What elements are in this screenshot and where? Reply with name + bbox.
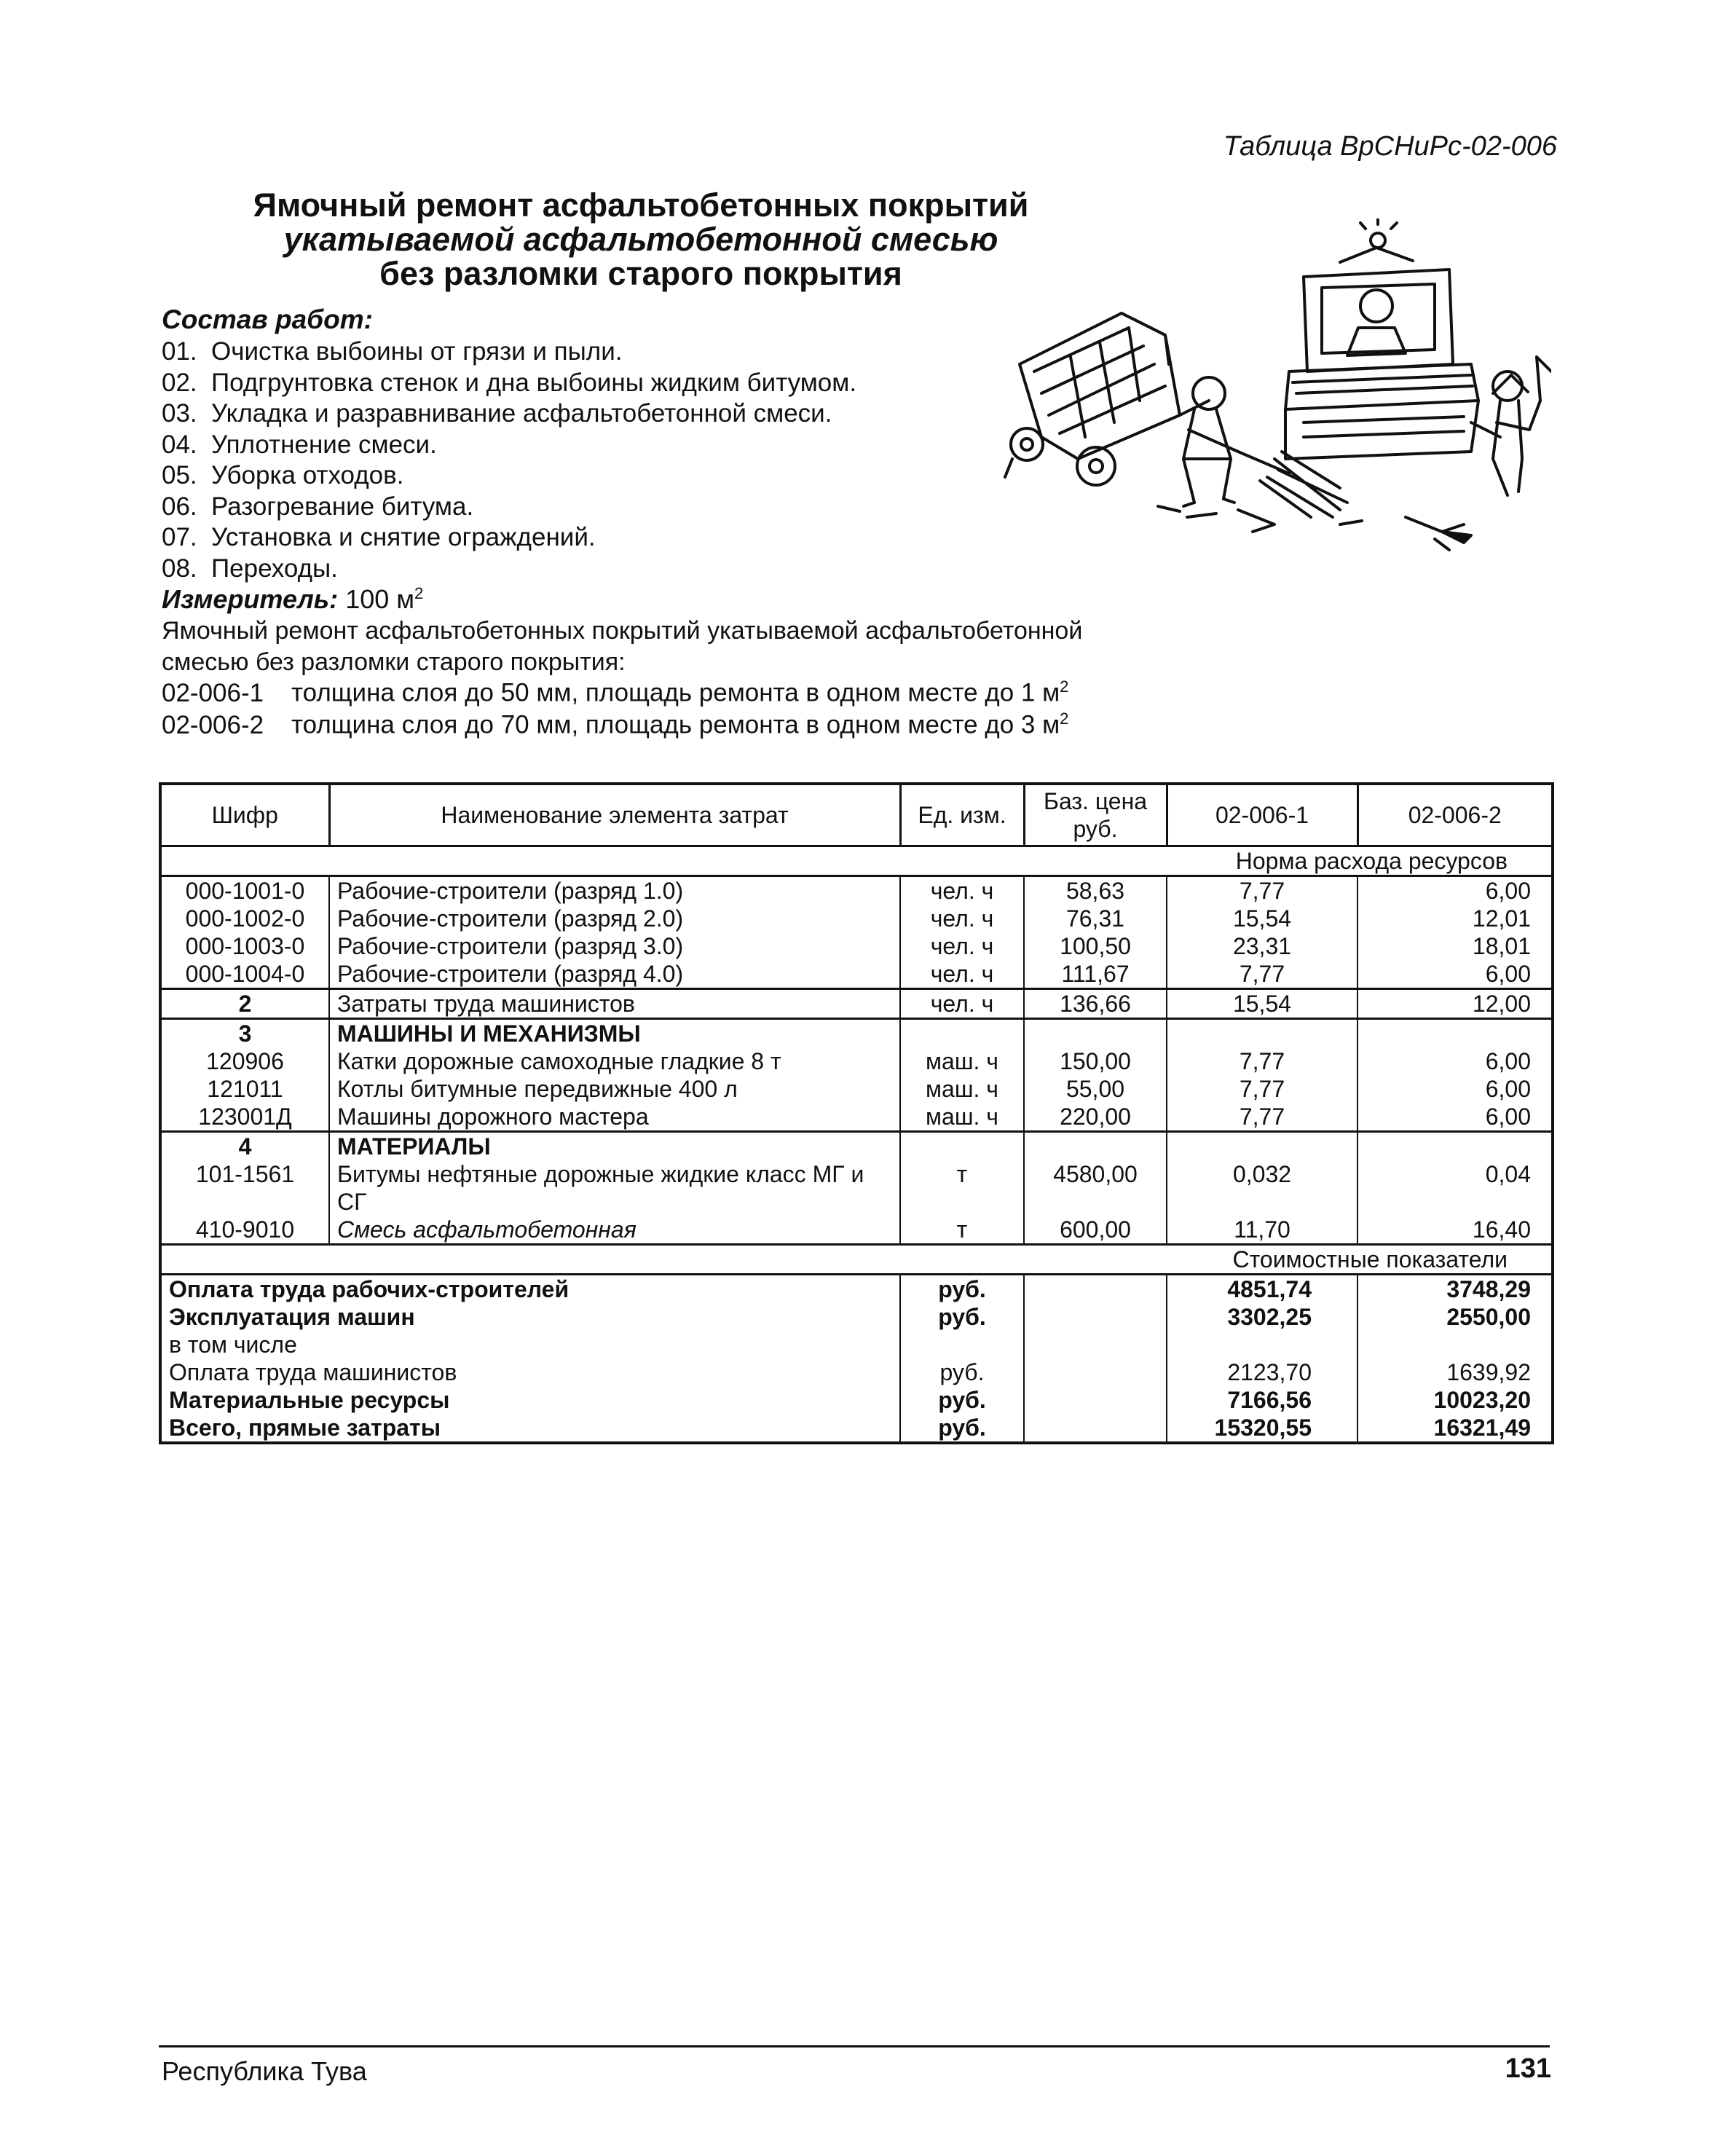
group-row	[160, 1132, 1553, 1161]
footer-region: Республика Тува	[162, 2056, 367, 2086]
cell-price: 220,00	[1024, 1103, 1167, 1132]
summary-unit	[900, 1331, 1024, 1358]
cell-variant-2: 18,01	[1472, 933, 1531, 959]
cell-unit: маш. ч	[900, 1075, 1024, 1103]
summary-unit: руб.	[900, 1275, 1024, 1304]
title-line-3: без разломки старого покрытия	[379, 255, 902, 292]
cell-variant-2: 6,00	[1485, 1076, 1531, 1102]
norm-caption-row	[160, 846, 1553, 876]
cell-name: Рабочие-строители (разряд 3.0)	[329, 932, 900, 960]
cell-unit	[900, 1019, 1024, 1048]
cell-name: Котлы битумные передвижные 400 л	[329, 1075, 900, 1103]
cell-variant-1: 7,77	[1167, 1047, 1357, 1075]
cell-name: Затраты труда машинистов	[329, 989, 900, 1019]
cell-unit: т	[900, 1216, 1024, 1245]
cell-variant-2: 12,00	[1357, 989, 1553, 1019]
title-line-2: укатываемой асфальтобетонной смесью	[283, 221, 998, 258]
header-variant-1: 02-006-1	[1167, 784, 1357, 846]
flag-worker-sketch	[1471, 357, 1551, 495]
cell-unit: маш. ч	[900, 1047, 1024, 1075]
group-code: 4	[160, 1132, 329, 1161]
cell-name: Рабочие-строители (разряд 4.0)	[329, 960, 900, 989]
cell-price: 58,63	[1024, 876, 1167, 905]
measure-value: 100 м	[345, 584, 415, 614]
summary-variant-1: 7166,56	[1167, 1386, 1357, 1414]
cell-price: 76,31	[1024, 905, 1167, 932]
work-text: Разогревание битума.	[211, 492, 474, 521]
work-number: 04.	[162, 430, 197, 459]
summary-variant-2: 10023,20	[1433, 1387, 1531, 1413]
variant-code: 02-006-1	[162, 678, 264, 707]
work-item	[162, 398, 856, 430]
group-code: 3	[160, 1019, 329, 1048]
work-text: Уборка отходов.	[211, 461, 404, 489]
work-item	[162, 460, 856, 492]
table-row	[160, 905, 1553, 932]
resource-table	[159, 782, 1554, 1444]
work-text: Переходы.	[211, 554, 338, 583]
variant-text: толщина слоя до 50 мм, площадь ремонта в одном месте до 1 м	[291, 678, 1060, 707]
table-row	[160, 876, 1553, 905]
cell-name: Машины дорожного мастера	[329, 1103, 900, 1132]
cell-price: 111,67	[1024, 960, 1167, 989]
summary-variant-1	[1167, 1331, 1357, 1358]
cell-variant-2: 6,00	[1485, 878, 1531, 904]
work-text: Очистка выбоины от грязи и пыли.	[211, 337, 623, 366]
cell-price	[1024, 1132, 1167, 1161]
cell-unit: чел. ч	[900, 876, 1024, 905]
work-number: 08.	[162, 554, 197, 583]
cell-price: 150,00	[1024, 1047, 1167, 1075]
cell-price	[1024, 1019, 1167, 1048]
norm-caption: Норма расхода ресурсов	[160, 846, 1553, 876]
table-row	[160, 1047, 1553, 1075]
table-row	[160, 1216, 1553, 1245]
cell-price: 100,50	[1024, 932, 1167, 960]
cell-variant-2	[1357, 1132, 1553, 1161]
summary-name: Всего, прямые затраты	[160, 1414, 900, 1443]
cell-name: Рабочие-строители (разряд 1.0)	[329, 876, 900, 905]
road-repair-illustration	[998, 219, 1551, 561]
table-header-row	[160, 784, 1553, 846]
road-roller-sketch	[1285, 219, 1478, 459]
summary-row	[160, 1358, 1553, 1386]
table-row	[160, 989, 1553, 1019]
summary-name: Оплата труда машинистов	[160, 1358, 900, 1386]
cell-code: 121011	[160, 1075, 329, 1103]
cell-variant-1: 7,77	[1167, 1075, 1357, 1103]
bitumen-kettle-sketch	[1005, 313, 1209, 485]
summary-variant-1: 15320,55	[1167, 1414, 1357, 1443]
cell-variant-1: 7,77	[1167, 960, 1357, 989]
summary-price	[1024, 1331, 1167, 1358]
cost-caption: Стоимостные показатели	[160, 1245, 1553, 1275]
cell-code: 120906	[160, 1047, 329, 1075]
summary-variant-2: 2550,00	[1446, 1304, 1531, 1330]
summary-row	[160, 1414, 1553, 1443]
summary-variant-2: 3748,29	[1446, 1276, 1531, 1302]
summary-name: Оплата труда рабочих-строителей	[160, 1275, 900, 1304]
work-number: 06.	[162, 492, 197, 521]
cell-unit: т	[900, 1160, 1024, 1216]
cell-unit: маш. ч	[900, 1103, 1024, 1132]
cell-variant-1: 15,54	[1167, 905, 1357, 932]
summary-unit: руб.	[900, 1414, 1024, 1443]
header-variant-2: 02-006-2	[1357, 784, 1553, 846]
summary-unit: руб.	[900, 1358, 1024, 1386]
cell-name: Рабочие-строители (разряд 2.0)	[329, 905, 900, 932]
table-row	[160, 932, 1553, 960]
work-text: Укладка и разравнивание асфальтобетонной смеси.	[211, 399, 832, 428]
summary-price	[1024, 1358, 1167, 1386]
summary-row	[160, 1275, 1553, 1304]
work-item	[162, 522, 856, 554]
work-number: 01.	[162, 337, 197, 366]
work-item	[162, 368, 856, 399]
cell-price: 600,00	[1024, 1216, 1167, 1245]
cell-variant-2: 0,04	[1485, 1161, 1531, 1187]
summary-variant-1: 3302,25	[1167, 1303, 1357, 1331]
variant-sup: 2	[1060, 677, 1069, 696]
table-label: Таблица ВрСНиРс-02-006	[1223, 131, 1557, 162]
header-price: Баз. цена руб.	[1024, 784, 1167, 846]
page-number: 131	[1505, 2053, 1551, 2084]
table-row	[160, 1160, 1553, 1216]
summary-variant-2: 1639,92	[1446, 1359, 1531, 1385]
measure-sup: 2	[414, 584, 424, 602]
header-code: Шифр	[160, 784, 329, 846]
cell-code: 2	[160, 989, 329, 1019]
cell-code: 000-1003-0	[160, 932, 329, 960]
summary-variant-2	[1357, 1331, 1553, 1358]
work-number: 03.	[162, 399, 197, 428]
variant-line	[162, 709, 1068, 740]
work-number: 02.	[162, 368, 197, 397]
cell-code: 000-1001-0	[160, 876, 329, 905]
cell-variant-1: 23,31	[1167, 932, 1357, 960]
description: Ямочный ремонт асфальтобетонных покрытий укатываемой асфальтобетонной смесью без разломки старого покрытия:	[162, 617, 1083, 676]
group-row	[160, 1019, 1553, 1048]
summary-name: Материальные ресурсы	[160, 1386, 900, 1414]
table-row	[160, 960, 1553, 989]
summary-price	[1024, 1414, 1167, 1443]
cell-variant-2: 6,00	[1485, 1048, 1531, 1074]
measure-line	[162, 584, 423, 615]
work-number: 05.	[162, 461, 197, 489]
variant-sup: 2	[1060, 709, 1069, 728]
table-row	[160, 1075, 1553, 1103]
summary-price	[1024, 1275, 1167, 1304]
cell-variant-2	[1357, 1019, 1553, 1048]
footer-rule	[159, 2045, 1550, 2047]
work-item	[162, 337, 856, 368]
group-name: МАШИНЫ И МЕХАНИЗМЫ	[329, 1019, 900, 1048]
cell-price: 55,00	[1024, 1075, 1167, 1103]
summary-row	[160, 1331, 1553, 1358]
work-number: 07.	[162, 523, 197, 551]
work-item	[162, 554, 856, 585]
header-unit: Ед. изм.	[900, 784, 1024, 846]
summary-unit: руб.	[900, 1386, 1024, 1414]
work-text: Подгрунтовка стенок и дна выбоины жидким битумом.	[211, 368, 857, 397]
group-name: МАТЕРИАЛЫ	[329, 1132, 900, 1161]
cell-unit	[900, 1132, 1024, 1161]
summary-variant-1: 2123,70	[1167, 1358, 1357, 1386]
cell-variant-1: 7,77	[1167, 876, 1357, 905]
cell-name: Смесь асфальтобетонная	[329, 1216, 900, 1245]
summary-price	[1024, 1386, 1167, 1414]
summary-variant-1: 4851,74	[1167, 1275, 1357, 1304]
cell-unit: чел. ч	[900, 960, 1024, 989]
summary-unit: руб.	[900, 1303, 1024, 1331]
summary-price	[1024, 1303, 1167, 1331]
cell-variant-1: 0,032	[1167, 1160, 1357, 1216]
summary-name: в том числе	[160, 1331, 900, 1358]
cell-price: 4580,00	[1024, 1160, 1167, 1216]
cell-variant-1: 7,77	[1167, 1103, 1357, 1132]
ground-debris-sketch	[1158, 506, 1471, 550]
summary-variant-2: 16321,49	[1433, 1415, 1531, 1441]
cost-caption-row	[160, 1245, 1553, 1275]
header-name: Наименование элемента затрат	[329, 784, 900, 846]
cell-code: 410-9010	[160, 1216, 329, 1245]
works-heading: Состав работ:	[162, 304, 373, 334]
summary-row	[160, 1386, 1553, 1414]
variant-line	[162, 677, 1068, 708]
cell-variant-1: 11,70	[1167, 1216, 1357, 1245]
cell-code: 000-1002-0	[160, 905, 329, 932]
summary-row	[160, 1303, 1553, 1331]
cell-price: 136,66	[1024, 989, 1167, 1019]
cell-name: Битумы нефтяные дорожные жидкие класс МГ и СГ	[329, 1160, 900, 1216]
title-line-1: Ямочный ремонт асфальтобетонных покрытий	[253, 186, 1029, 224]
cell-code: 123001Д	[160, 1103, 329, 1132]
cell-unit: чел. ч	[900, 989, 1024, 1019]
cell-variant-1	[1167, 1019, 1357, 1048]
work-item	[162, 430, 856, 461]
cell-code: 101-1561	[160, 1160, 329, 1216]
work-text: Уплотнение смеси.	[211, 430, 437, 459]
cell-name: Катки дорожные самоходные гладкие 8 т	[329, 1047, 900, 1075]
variant-code: 02-006-2	[162, 710, 264, 739]
work-item	[162, 492, 856, 523]
cell-variant-2: 6,00	[1357, 1103, 1553, 1132]
variant-text: толщина слоя до 70 мм, площадь ремонта в одном месте до 3 м	[291, 710, 1060, 739]
cell-unit: чел. ч	[900, 905, 1024, 932]
cell-variant-1	[1167, 1132, 1357, 1161]
document-title	[160, 188, 1122, 291]
cell-variant-1: 15,54	[1167, 989, 1357, 1019]
cell-unit: чел. ч	[900, 932, 1024, 960]
cell-code: 000-1004-0	[160, 960, 329, 989]
cell-variant-2: 16,40	[1472, 1216, 1531, 1243]
table-row	[160, 1103, 1553, 1132]
cell-variant-2: 6,00	[1357, 960, 1553, 989]
works-list	[162, 337, 856, 584]
work-text: Установка и снятие ограждений.	[211, 523, 596, 551]
summary-name: Эксплуатация машин	[160, 1303, 900, 1331]
measure-label: Измеритель:	[162, 584, 339, 614]
cell-variant-2: 12,01	[1472, 905, 1531, 932]
